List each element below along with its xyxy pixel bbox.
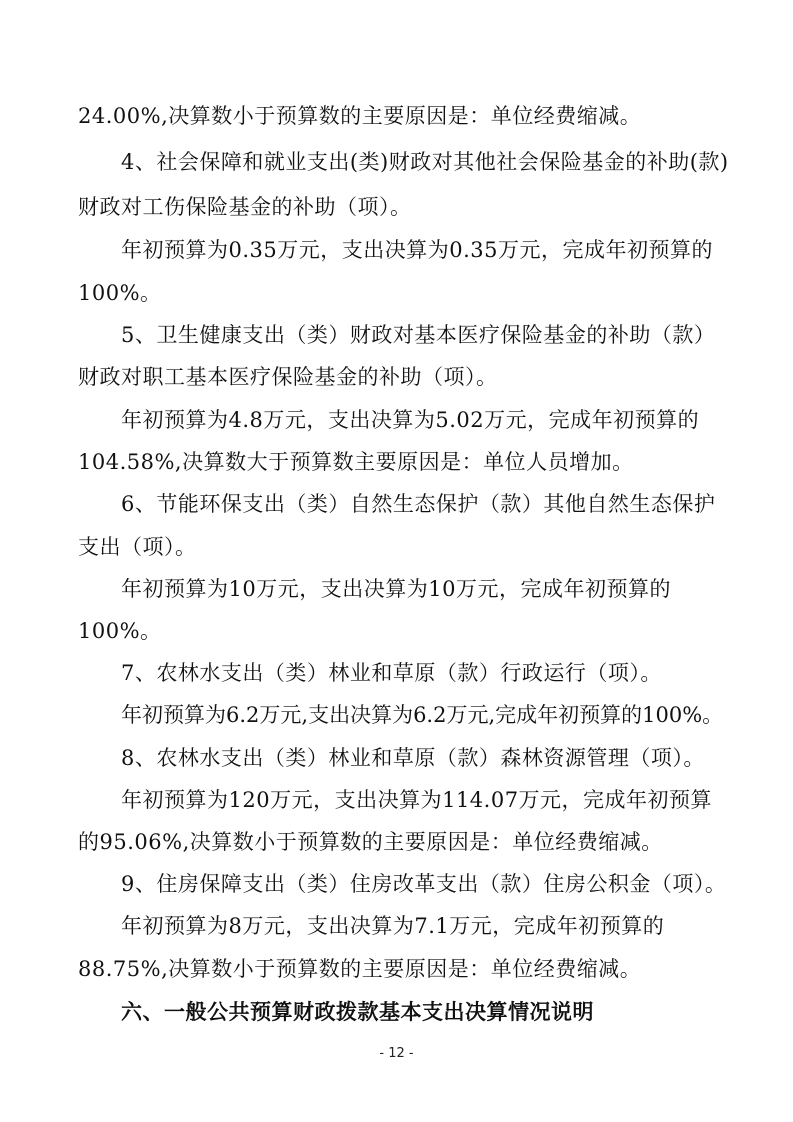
paragraph-line: 年初预算为10万元，支出决算为10万元，完成年初预算的 xyxy=(121,577,671,601)
paragraph-line: 年初预算为6.2万元,支出决算为6.2万元,完成年初预算的100%。 xyxy=(121,703,724,727)
paragraph-line: 100%。 xyxy=(78,619,162,643)
paragraph-line: 9、住房保障支出（类）住房改革支出（款）住房公积金（项）。 xyxy=(121,872,727,896)
paragraph-line: 4、社会保障和就业支出(类)财政对其他社会保险基金的补助(款) xyxy=(121,150,729,174)
paragraph-line: 5、卫生健康支出（类）财政对基本医疗保险基金的补助（款） xyxy=(121,323,716,347)
paragraph-line: 104.58%,决算数大于预算数主要原因是：单位人员增加。 xyxy=(78,450,634,474)
paragraph-line: 24.00%,决算数小于预算数的主要原因是：单位经费缩减。 xyxy=(78,104,642,128)
section-heading: 六、一般公共预算财政拨款基本支出决算情况说明 xyxy=(121,999,594,1024)
paragraph-line: 100%。 xyxy=(78,281,162,305)
paragraph-line: 7、农林水支出（类）林业和草原（款）行政运行（项）。 xyxy=(121,661,662,685)
page-number: - 12 - xyxy=(379,1046,414,1061)
paragraph-line: 6、节能环保支出（类）自然生态保护（款）其他自然生态保护 xyxy=(121,492,716,516)
paragraph-line: 年初预算为8万元，支出决算为7.1万元，完成年初预算的 xyxy=(121,914,665,938)
paragraph-line: 财政对职工基本医疗保险基金的补助（项）。 xyxy=(78,365,498,389)
paragraph-line: 年初预算为4.8万元，支出决算为5.02万元，完成年初预算的 xyxy=(121,408,700,432)
paragraph-line: 支出（项）。 xyxy=(78,535,197,559)
paragraph-line: 财政对工伤保险基金的补助（项）。 xyxy=(78,195,412,219)
paragraph-line: 88.75%,决算数小于预算数的主要原因是：单位经费缩减。 xyxy=(78,957,642,981)
paragraph-line: 的95.06%,决算数小于预算数的主要原因是：单位经费缩减。 xyxy=(78,830,663,854)
paragraph-line: 年初预算为120万元，支出决算为114.07万元，完成年初预算 xyxy=(121,788,713,812)
paragraph-line: 年初预算为0.35万元，支出决算为0.35万元，完成年初预算的 xyxy=(121,238,714,262)
paragraph-line: 8、农林水支出（类）林业和草原（款）森林资源管理（项）。 xyxy=(121,746,705,770)
